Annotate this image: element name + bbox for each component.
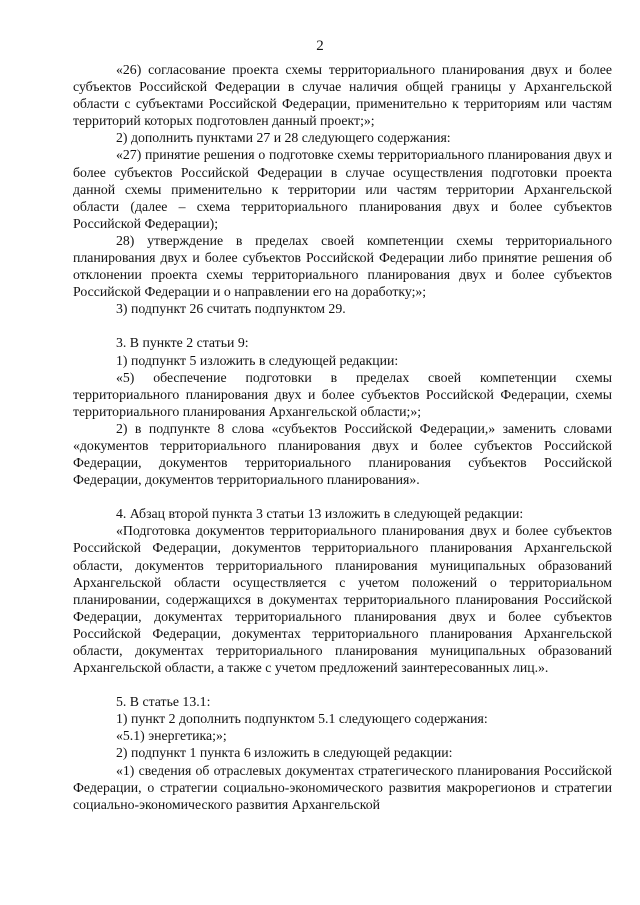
paragraph-item-6-edit: 2) подпункт 1 пункта 6 изложить в следующей редакции: [116, 745, 453, 761]
paragraph-article-13-text: «Подготовка документов территориального планирования двух и более субъектов Российской Федерации, документов территориального планирования Архангельской области, документов территориального планирования муниципальных образований Архангельской области осуществляется с учетом положений о территориальном планировании, содержащихся в документах территориального планирования Российской Федерации, документах территориального планирования двух и более субъектов Российской Федерации, документах территориального планирования Архангельской области, документах территориального планирования муниципальных образований Архангельской области, а также с учетом предложений заинтересованных лиц.». [73, 523, 612, 676]
section-heading-5: 5. В статье 13.1: [116, 694, 211, 710]
paragraph-item-5-1: «5.1) энергетика;»; [116, 728, 227, 744]
paragraph-item-2-add: 1) пункт 2 дополнить подпунктом 5.1 следующего содержания: [116, 711, 488, 727]
paragraph-item-26: «26) согласование проекта схемы территориального планирования двух и более субъектов Российской Федерации в случае наличия общей границы у Архангельской области с субъектами Российской Федерации, применительно к территориям или частям территорий которых подготовлен данный проект;»; [73, 62, 612, 129]
paragraph-subitem-5-text: «5) обеспечение подготовки в пределах своей компетенции схемы территориального планирования двух и более субъектов Российской Федерации, схемы территориального планирования Архангельской области;»; [73, 369, 612, 419]
paragraph-item-27: «27) принятие решения о подготовке схемы территориального планирования двух и более субъектов Российской Федерации в случае осуществления подготовки проекта данной схемы применительно к территории или частям территории Архангельской области (далее – схема территориального планирования двух и более субъектов Российской Федерации); [73, 147, 612, 231]
paragraph-subitem-8-replace: 2) в подпункте 8 слова «субъектов Российской Федерации,» заменить словами «документов территориального планирования двух и более субъектов Российской Федерации, документов территориального планирования субъектов Российской Федерации, документов территориального планирования». [73, 420, 612, 488]
paragraph-item-6-text: «1) сведения об отраслевых документах стратегического планирования Российской Федерации, о стратегии социально-экономического развития макрорегионов и стратегии социально-экономического развития Архангельской [73, 762, 612, 812]
page-number: 2 [316, 38, 324, 54]
paragraph-add-items-27-28: 2) дополнить пунктами 27 и 28 следующего содержания: [116, 130, 451, 146]
paragraph-renumber-26-29: 3) подпункт 26 считать подпунктом 29. [116, 301, 346, 317]
paragraph-subitem-5-edit: 1) подпункт 5 изложить в следующей редакции: [116, 352, 399, 368]
section-heading-4: 4. Абзац второй пункта 3 статьи 13 изложить в следующей редакции: [116, 506, 524, 522]
section-heading-3: 3. В пункте 2 статьи 9: [116, 335, 249, 351]
paragraph-item-28: 28) утверждение в пределах своей компетенции схемы территориального планирования двух и более субъектов Российской Федерации либо принятие решения об отклонении проекта схемы территориального планирования двух и более субъектов Российской Федерации и о направлении его на доработку;»; [73, 232, 612, 300]
document-body [73, 61, 612, 813]
